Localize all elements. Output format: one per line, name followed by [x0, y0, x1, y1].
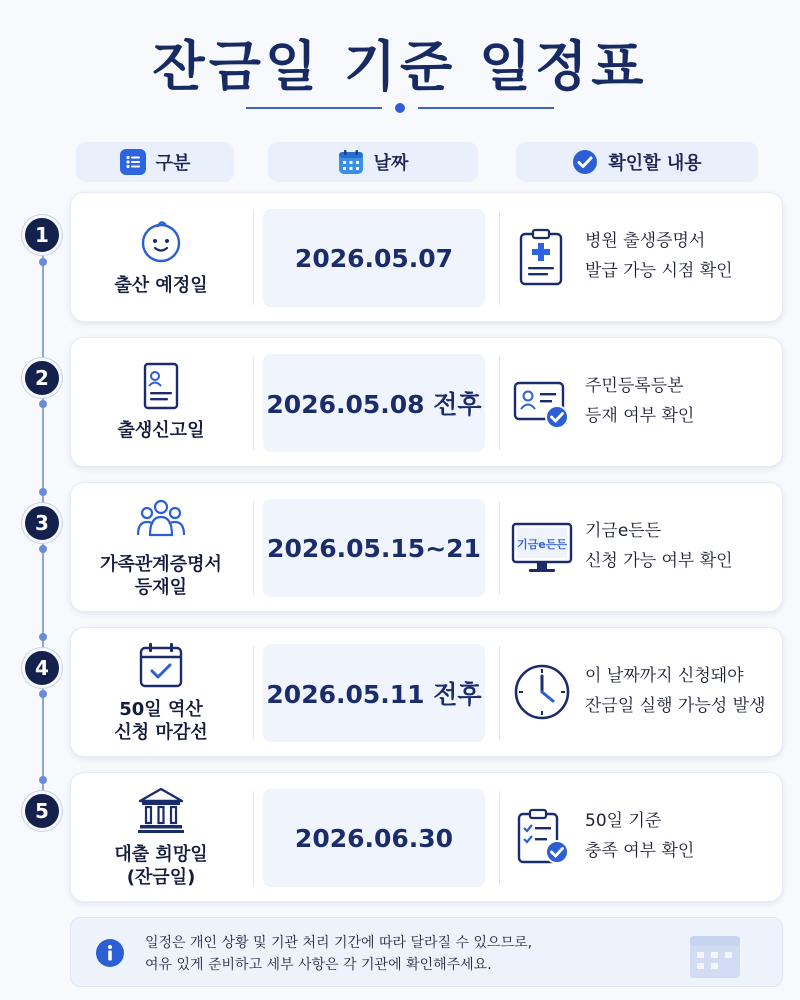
row-check-line2: 잔금일 실행 가능성 발생 [585, 696, 766, 716]
schedule-row [70, 192, 783, 322]
title-divider [246, 103, 554, 113]
timeline-dot [39, 690, 47, 698]
header-date [268, 142, 478, 182]
row-label-line2: (잔금일) [126, 867, 196, 888]
calendar-watermark-icon [688, 930, 742, 980]
row-date: 2026.05.11 전후 [266, 680, 482, 709]
row-date: 2026.05.07 [294, 243, 454, 273]
info-icon [95, 938, 125, 968]
row-label: 출생신고일 [117, 420, 205, 442]
row-check-line2: 충족 여부 확인 [585, 841, 695, 861]
page-title: 잔금일 기준 일정표 [152, 35, 648, 98]
row-date: 2026.05.15~21 [267, 533, 481, 563]
row-label-line1: 50일 역산 [119, 698, 203, 720]
checklist-icon [511, 806, 573, 868]
step-number: 3 [22, 503, 62, 543]
notice-box [70, 917, 783, 987]
step-number: 2 [22, 358, 62, 398]
clock-icon [511, 661, 573, 723]
notice-line2: 여유 있게 준비하고 세부 사항은 각 기관에 확인해주세요. [145, 957, 492, 974]
row-check-line1: 이 날짜까지 신청돼야 [585, 666, 744, 687]
timeline-dot [39, 258, 47, 266]
row-check-line1: 50일 기준 [585, 811, 662, 832]
list-icon [120, 149, 146, 175]
step-number: 5 [22, 791, 62, 831]
header-check [516, 142, 758, 182]
calendar-check-icon [136, 640, 186, 690]
header-category-label: 구분 [155, 153, 191, 174]
row-label-line1: 대출 희망일 [114, 843, 208, 865]
header-category [76, 142, 234, 182]
timeline-dot [39, 400, 47, 408]
header-date-label: 날짜 [373, 153, 409, 174]
bank-icon [136, 785, 186, 835]
row-label-line2: 신청 마감선 [114, 722, 208, 743]
row-label-line2: 등재일 [134, 577, 188, 598]
family-icon [136, 495, 186, 545]
timeline-dot [39, 776, 47, 784]
timeline-dot [39, 633, 47, 641]
monitor-icon [511, 516, 573, 578]
document-person-icon [136, 361, 186, 411]
row-label-line1: 가족관계증명서 [100, 553, 222, 575]
check-circle-icon [572, 149, 598, 175]
timeline-dot [39, 488, 47, 496]
row-date: 2026.05.08 전후 [266, 390, 482, 419]
notice-line1: 일정은 개인 상황 및 기관 처리 기간에 따라 달라질 수 있으므로, [145, 935, 533, 951]
row-check-line2: 신청 가능 여부 확인 [585, 551, 733, 571]
row-check-line1: 주민등록등본 [585, 376, 684, 397]
step-number: 1 [22, 215, 62, 255]
medical-clipboard-icon [511, 226, 573, 288]
row-check-line1: 기금e든든 [585, 521, 662, 542]
row-label: 출산 예정일 [114, 275, 208, 297]
row-check-line1: 병원 출생증명서 [585, 231, 706, 252]
row-check-line2: 발급 가능 시점 확인 [585, 261, 733, 281]
header-check-label: 확인할 내용 [608, 153, 702, 174]
schedule-row [70, 482, 783, 612]
row-check-line2: 등재 여부 확인 [585, 406, 695, 426]
schedule-row [70, 337, 783, 467]
timeline-dot [39, 545, 47, 553]
baby-face-icon [136, 216, 186, 266]
calendar-icon [338, 149, 364, 175]
monitor-label: 기금e든든 [517, 538, 567, 551]
schedule-row [70, 772, 783, 902]
row-date: 2026.06.30 [294, 823, 454, 853]
schedule-row [70, 627, 783, 757]
step-number: 4 [22, 648, 62, 688]
id-card-check-icon [511, 371, 573, 433]
